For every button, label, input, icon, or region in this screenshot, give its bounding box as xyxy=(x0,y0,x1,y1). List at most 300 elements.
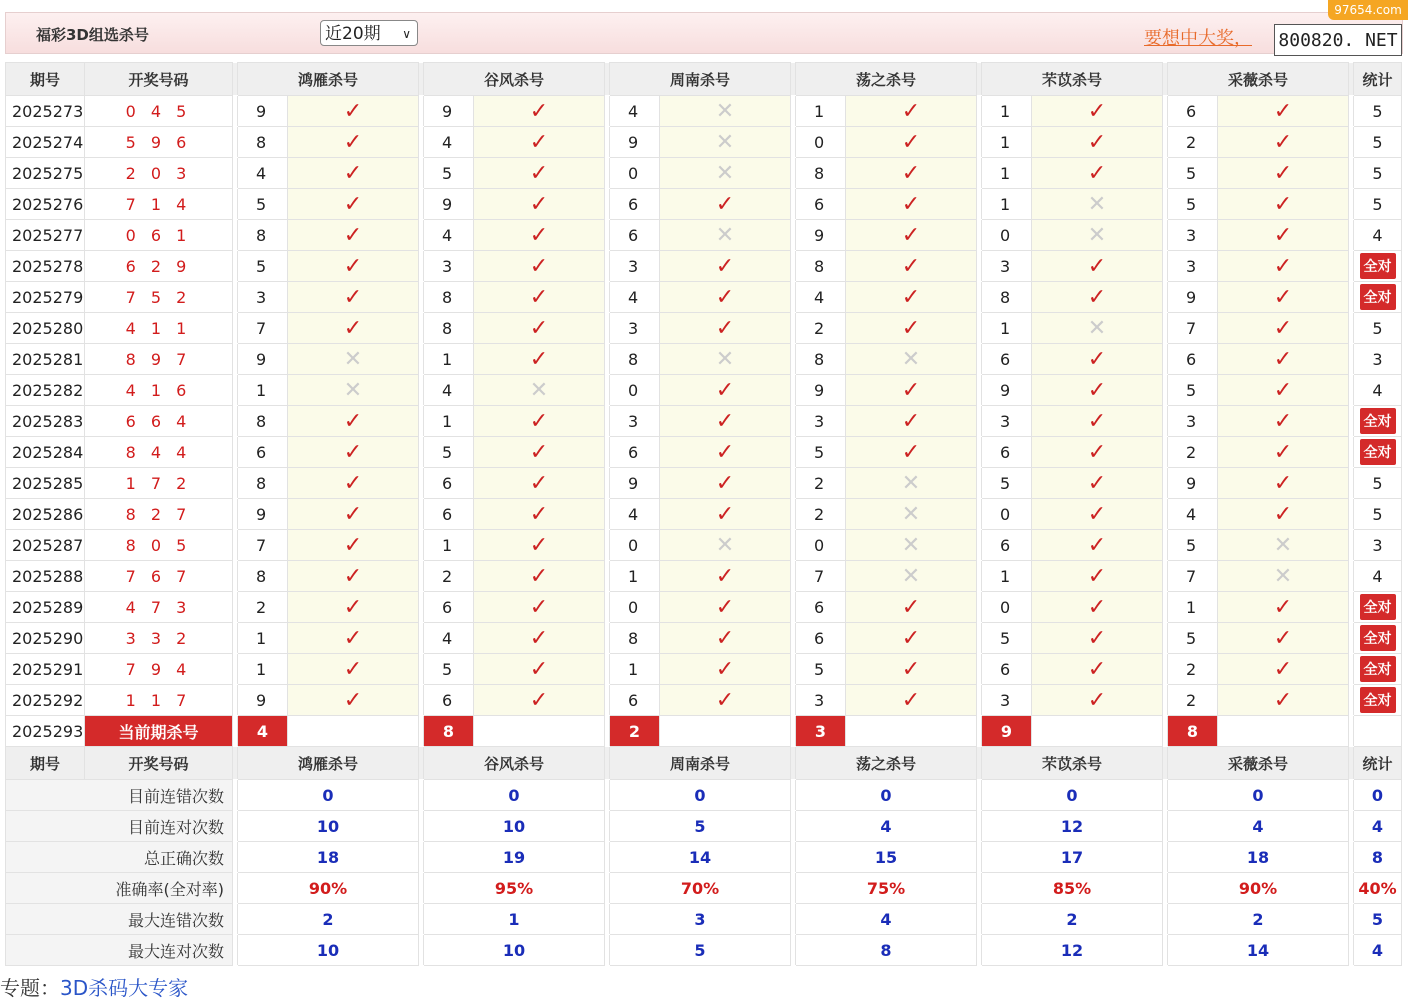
table-row xyxy=(6,251,1402,282)
result-mark-cell xyxy=(474,189,605,220)
stat-value: 19 xyxy=(424,842,605,873)
correct-count: 4 xyxy=(1372,225,1383,245)
check-icon: ✓ xyxy=(1273,160,1293,186)
stat-cell xyxy=(1354,344,1402,375)
stat-row xyxy=(6,904,1402,935)
check-icon: ✓ xyxy=(529,253,549,279)
stat-total: 40% xyxy=(1354,873,1402,904)
result-mark-cell xyxy=(474,561,605,592)
result-mark-cell xyxy=(474,282,605,313)
kill-number-cell: 6 xyxy=(982,344,1032,375)
check-icon: ✓ xyxy=(901,129,921,155)
check-icon: ✓ xyxy=(901,656,921,682)
site-banner[interactable]: 800820. NET xyxy=(1274,24,1402,56)
correct-count: 4 xyxy=(1372,380,1383,400)
table-row xyxy=(6,375,1402,406)
stat-value: 3 xyxy=(610,904,791,935)
result-mark-cell xyxy=(1032,375,1163,406)
kill-number-cell: 8 xyxy=(796,344,846,375)
page-title: 福彩3D组选杀号 xyxy=(36,26,149,44)
kill-number-cell: 6 xyxy=(1168,96,1218,127)
table-row xyxy=(6,685,1402,716)
table-row xyxy=(6,282,1402,313)
kill-number-cell: 7 xyxy=(1168,313,1218,344)
all-correct-badge: 全对 xyxy=(1360,687,1396,713)
kill-number-cell: 8 xyxy=(796,158,846,189)
check-icon: ✓ xyxy=(343,253,363,279)
check-icon: ✓ xyxy=(715,439,735,465)
check-icon: ✓ xyxy=(901,408,921,434)
check-icon: ✓ xyxy=(1273,656,1293,682)
kill-number-cell: 9 xyxy=(982,375,1032,406)
topic-link[interactable]: 3D杀码大专家 xyxy=(60,976,189,1000)
stat-value: 17 xyxy=(982,842,1163,873)
cross-icon: ✕ xyxy=(715,160,735,186)
result-mark-cell xyxy=(1218,623,1349,654)
stat-label: 目前连错次数 xyxy=(6,780,233,811)
header-expert-5: 采薇杀号 xyxy=(1168,747,1349,780)
result-mark-cell xyxy=(1218,158,1349,189)
result-mark-cell xyxy=(1218,530,1349,561)
check-icon: ✓ xyxy=(1087,346,1107,372)
check-icon: ✓ xyxy=(1273,594,1293,620)
correct-count: 5 xyxy=(1372,194,1383,214)
kill-number-cell: 1 xyxy=(610,561,660,592)
stat-value: 0 xyxy=(610,780,791,811)
result-mark-cell xyxy=(1218,499,1349,530)
check-icon: ✓ xyxy=(1273,439,1293,465)
result-mark-cell xyxy=(1032,127,1163,158)
kill-number-cell: 9 xyxy=(238,96,288,127)
check-icon: ✓ xyxy=(529,408,549,434)
correct-count: 5 xyxy=(1372,101,1383,121)
result-mark-cell xyxy=(846,127,977,158)
all-correct-badge: 全对 xyxy=(1360,594,1396,620)
check-icon: ✓ xyxy=(529,532,549,558)
kill-number-cell: 3 xyxy=(1168,220,1218,251)
result-mark-cell xyxy=(474,592,605,623)
topic-caption xyxy=(0,972,188,1001)
table-row xyxy=(6,468,1402,499)
kill-number-cell: 1 xyxy=(796,96,846,127)
stat-value: 18 xyxy=(238,842,419,873)
result-mark-cell xyxy=(660,158,791,189)
stat-value: 0 xyxy=(238,780,419,811)
kill-number-cell: 8 xyxy=(238,561,288,592)
stat-label: 最大连错次数 xyxy=(6,904,233,935)
result-mark-cell xyxy=(474,685,605,716)
empty-cell xyxy=(846,716,977,747)
current-kill-number: 4 xyxy=(238,716,288,747)
result-mark-cell xyxy=(846,468,977,499)
period-cell: 2025289 xyxy=(6,592,85,623)
kill-number-cell: 6 xyxy=(610,685,660,716)
stat-value: 10 xyxy=(424,811,605,842)
kill-number-cell: 2 xyxy=(1168,685,1218,716)
empty-cell xyxy=(474,716,605,747)
kill-number-cell: 0 xyxy=(796,127,846,158)
cross-icon: ✕ xyxy=(901,501,921,527)
stat-value: 14 xyxy=(1168,935,1349,966)
result-mark-cell xyxy=(288,313,419,344)
result-mark-cell xyxy=(846,654,977,685)
stat-value: 0 xyxy=(424,780,605,811)
all-correct-badge: 全对 xyxy=(1360,408,1396,434)
table-row xyxy=(6,96,1402,127)
check-icon: ✓ xyxy=(529,191,549,217)
check-icon: ✓ xyxy=(1087,501,1107,527)
check-icon: ✓ xyxy=(343,408,363,434)
empty-cell xyxy=(1218,716,1349,747)
cross-icon: ✕ xyxy=(1087,315,1107,341)
period-cell: 2025283 xyxy=(6,406,85,437)
stat-value: 5 xyxy=(610,935,791,966)
result-mark-cell xyxy=(1032,189,1163,220)
drawn-number-cell: 8 2 7 xyxy=(85,499,233,530)
result-mark-cell xyxy=(1218,685,1349,716)
check-icon: ✓ xyxy=(343,625,363,651)
result-mark-cell xyxy=(660,251,791,282)
stat-row xyxy=(6,780,1402,811)
header-expert-1: 谷风杀号 xyxy=(424,747,605,780)
result-mark-cell xyxy=(474,437,605,468)
check-icon: ✓ xyxy=(1087,594,1107,620)
stat-row xyxy=(6,873,1402,904)
stat-value: 14 xyxy=(610,842,791,873)
check-icon: ✓ xyxy=(1087,532,1107,558)
result-mark-cell xyxy=(288,220,419,251)
stat-value: 90% xyxy=(238,873,419,904)
stat-value: 90% xyxy=(1168,873,1349,904)
kill-number-cell: 6 xyxy=(610,437,660,468)
stat-value: 4 xyxy=(1168,811,1349,842)
kill-number-cell: 5 xyxy=(796,437,846,468)
check-icon: ✓ xyxy=(715,563,735,589)
period-cell: 2025285 xyxy=(6,468,85,499)
cross-icon: ✕ xyxy=(343,377,363,403)
result-mark-cell xyxy=(474,127,605,158)
result-mark-cell xyxy=(288,127,419,158)
empty-cell xyxy=(1032,716,1163,747)
stat-cell xyxy=(1354,437,1402,468)
kill-number-cell: 6 xyxy=(424,468,474,499)
drawn-number-cell: 5 9 6 xyxy=(85,127,233,158)
table-row xyxy=(6,592,1402,623)
period-cell: 2025292 xyxy=(6,685,85,716)
period-cell: 2025277 xyxy=(6,220,85,251)
check-icon: ✓ xyxy=(529,501,549,527)
cross-icon: ✕ xyxy=(901,470,921,496)
table-row xyxy=(6,220,1402,251)
result-mark-cell xyxy=(1032,282,1163,313)
all-correct-badge: 全对 xyxy=(1360,656,1396,682)
header-expert-4: 芣苡杀号 xyxy=(982,747,1163,780)
stat-cell xyxy=(1354,282,1402,313)
result-mark-cell xyxy=(474,313,605,344)
stat-label: 准确率(全对率) xyxy=(6,873,233,904)
kill-number-cell: 6 xyxy=(424,592,474,623)
promo-link[interactable]: 要想中大奖， xyxy=(1144,28,1252,49)
check-icon: ✓ xyxy=(901,687,921,713)
kill-number-cell: 6 xyxy=(238,437,288,468)
check-icon: ✓ xyxy=(1273,191,1293,217)
header-expert-2: 周南杀号 xyxy=(610,747,791,780)
result-mark-cell xyxy=(288,592,419,623)
stat-cell xyxy=(1354,375,1402,406)
result-mark-cell xyxy=(846,158,977,189)
result-mark-cell xyxy=(288,158,419,189)
kill-number-cell: 8 xyxy=(238,406,288,437)
check-icon: ✓ xyxy=(529,625,549,651)
check-icon: ✓ xyxy=(715,470,735,496)
kill-number-cell: 7 xyxy=(238,530,288,561)
result-mark-cell xyxy=(660,344,791,375)
check-icon: ✓ xyxy=(343,594,363,620)
result-mark-cell xyxy=(1218,313,1349,344)
kill-number-cell: 8 xyxy=(238,127,288,158)
drawn-number-cell: 0 6 1 xyxy=(85,220,233,251)
table-row xyxy=(6,313,1402,344)
check-icon: ✓ xyxy=(1273,687,1293,713)
kill-number-cell: 4 xyxy=(424,127,474,158)
result-mark-cell xyxy=(474,375,605,406)
kill-number-cell: 8 xyxy=(610,344,660,375)
kill-number-cell: 1 xyxy=(982,96,1032,127)
result-mark-cell xyxy=(660,406,791,437)
kill-number-cell: 6 xyxy=(610,189,660,220)
table-row xyxy=(6,437,1402,468)
check-icon: ✓ xyxy=(343,470,363,496)
kill-number-cell: 0 xyxy=(610,592,660,623)
check-icon: ✓ xyxy=(1273,315,1293,341)
stat-total: 0 xyxy=(1354,780,1402,811)
table-row xyxy=(6,344,1402,375)
check-icon: ✓ xyxy=(529,129,549,155)
all-correct-badge: 全对 xyxy=(1360,439,1396,465)
header-expert-2: 周南杀号 xyxy=(610,63,791,96)
header-expert-1: 谷风杀号 xyxy=(424,63,605,96)
stat-value: 0 xyxy=(1168,780,1349,811)
result-mark-cell xyxy=(1218,654,1349,685)
result-mark-cell xyxy=(846,344,977,375)
stat-value: 2 xyxy=(1168,904,1349,935)
header-expert-3: 荡之杀号 xyxy=(796,747,977,780)
check-icon: ✓ xyxy=(343,439,363,465)
result-mark-cell xyxy=(1218,251,1349,282)
period-cell: 2025288 xyxy=(6,561,85,592)
table-row xyxy=(6,127,1402,158)
kill-number-cell: 3 xyxy=(796,406,846,437)
kill-number-cell: 9 xyxy=(424,96,474,127)
cross-icon: ✕ xyxy=(715,98,735,124)
kill-number-cell: 5 xyxy=(238,189,288,220)
drawn-number-cell: 4 7 3 xyxy=(85,592,233,623)
header-expert-4: 芣苡杀号 xyxy=(982,63,1163,96)
kill-number-cell: 7 xyxy=(238,313,288,344)
result-mark-cell xyxy=(1218,344,1349,375)
result-mark-cell xyxy=(846,561,977,592)
table-row xyxy=(6,189,1402,220)
period-cell: 2025287 xyxy=(6,530,85,561)
drawn-number-cell: 6 6 4 xyxy=(85,406,233,437)
check-icon: ✓ xyxy=(901,222,921,248)
drawn-number-cell: 6 2 9 xyxy=(85,251,233,282)
result-mark-cell xyxy=(660,468,791,499)
header-drawn: 开奖号码 xyxy=(85,63,233,96)
correct-count: 5 xyxy=(1372,318,1383,338)
kill-number-cell: 5 xyxy=(796,654,846,685)
cross-icon: ✕ xyxy=(901,532,921,558)
cross-icon: ✕ xyxy=(901,563,921,589)
header-expert-0: 鸿雁杀号 xyxy=(238,747,419,780)
period-cell: 2025291 xyxy=(6,654,85,685)
stat-value: 15 xyxy=(796,842,977,873)
stat-total: 4 xyxy=(1354,811,1402,842)
result-mark-cell xyxy=(1032,468,1163,499)
table-row xyxy=(6,499,1402,530)
check-icon: ✓ xyxy=(901,377,921,403)
check-icon: ✓ xyxy=(901,284,921,310)
stat-value: 10 xyxy=(238,935,419,966)
kill-number-cell: 6 xyxy=(424,499,474,530)
kill-number-cell: 0 xyxy=(610,375,660,406)
result-mark-cell xyxy=(846,685,977,716)
cross-icon: ✕ xyxy=(715,129,735,155)
check-icon: ✓ xyxy=(529,222,549,248)
kill-number-cell: 2 xyxy=(796,499,846,530)
check-icon: ✓ xyxy=(1087,470,1107,496)
kill-number-cell: 9 xyxy=(238,685,288,716)
cross-icon: ✕ xyxy=(343,346,363,372)
period-cell: 2025275 xyxy=(6,158,85,189)
kill-number-cell: 4 xyxy=(610,499,660,530)
check-icon: ✓ xyxy=(715,284,735,310)
current-kill-number: 3 xyxy=(796,716,846,747)
correct-count: 5 xyxy=(1372,163,1383,183)
drawn-number-cell: 8 0 5 xyxy=(85,530,233,561)
check-icon: ✓ xyxy=(1273,129,1293,155)
result-mark-cell xyxy=(1032,561,1163,592)
check-icon: ✓ xyxy=(1273,284,1293,310)
check-icon: ✓ xyxy=(343,687,363,713)
kill-number-cell: 2 xyxy=(1168,437,1218,468)
kill-number-cell: 9 xyxy=(610,468,660,499)
chevron-down-icon: ∨ xyxy=(402,27,411,41)
result-mark-cell xyxy=(846,406,977,437)
kill-number-cell: 8 xyxy=(424,282,474,313)
stat-label: 最大连对次数 xyxy=(6,935,233,966)
kill-number-cell: 9 xyxy=(796,375,846,406)
result-mark-cell xyxy=(1032,313,1163,344)
check-icon: ✓ xyxy=(343,501,363,527)
check-icon: ✓ xyxy=(529,315,549,341)
check-icon: ✓ xyxy=(529,656,549,682)
kill-number-cell: 5 xyxy=(982,468,1032,499)
period-cell: 2025278 xyxy=(6,251,85,282)
header-expert-5: 采薇杀号 xyxy=(1168,63,1349,96)
kill-number-cell: 2 xyxy=(796,313,846,344)
result-mark-cell xyxy=(288,189,419,220)
kill-number-cell: 4 xyxy=(424,375,474,406)
kill-number-cell: 3 xyxy=(610,251,660,282)
table-row xyxy=(6,623,1402,654)
result-mark-cell xyxy=(660,189,791,220)
drawn-number-cell: 3 3 2 xyxy=(85,623,233,654)
result-mark-cell xyxy=(288,561,419,592)
stat-value: 0 xyxy=(796,780,977,811)
kill-number-cell: 1 xyxy=(238,623,288,654)
result-mark-cell xyxy=(846,282,977,313)
check-icon: ✓ xyxy=(343,160,363,186)
result-mark-cell xyxy=(846,592,977,623)
check-icon: ✓ xyxy=(715,594,735,620)
result-mark-cell xyxy=(1218,592,1349,623)
kill-number-cell: 9 xyxy=(796,220,846,251)
period-cell: 2025284 xyxy=(6,437,85,468)
kill-number-cell: 5 xyxy=(424,158,474,189)
check-icon: ✓ xyxy=(529,470,549,496)
result-mark-cell xyxy=(1218,561,1349,592)
result-mark-cell xyxy=(1218,282,1349,313)
kill-number-cell: 3 xyxy=(238,282,288,313)
header-row xyxy=(6,63,1402,96)
table-row xyxy=(6,158,1402,189)
stat-total: 5 xyxy=(1354,904,1402,935)
kill-number-cell: 3 xyxy=(982,406,1032,437)
result-mark-cell xyxy=(288,685,419,716)
period-cell: 2025276 xyxy=(6,189,85,220)
empty-cell xyxy=(660,716,791,747)
kill-number-cell: 6 xyxy=(796,189,846,220)
check-icon: ✓ xyxy=(1087,284,1107,310)
kill-number-cell: 8 xyxy=(238,220,288,251)
result-mark-cell xyxy=(660,375,791,406)
kill-number-cell: 5 xyxy=(1168,375,1218,406)
header-expert-0: 鸿雁杀号 xyxy=(238,63,419,96)
stat-row xyxy=(6,842,1402,873)
result-mark-cell xyxy=(288,282,419,313)
table-row xyxy=(6,561,1402,592)
current-kill-number: 8 xyxy=(424,716,474,747)
cross-icon: ✕ xyxy=(1087,222,1107,248)
result-mark-cell xyxy=(846,499,977,530)
header-drawn: 开奖号码 xyxy=(85,747,233,780)
stat-value: 0 xyxy=(982,780,1163,811)
result-mark-cell xyxy=(1032,220,1163,251)
kill-number-cell: 5 xyxy=(424,437,474,468)
result-mark-cell xyxy=(660,127,791,158)
check-icon: ✓ xyxy=(1087,253,1107,279)
result-mark-cell xyxy=(660,96,791,127)
result-mark-cell xyxy=(846,251,977,282)
kill-number-cell: 0 xyxy=(982,499,1032,530)
result-mark-cell xyxy=(846,313,977,344)
kill-number-cell: 1 xyxy=(424,406,474,437)
result-mark-cell xyxy=(660,623,791,654)
correct-count: 4 xyxy=(1372,566,1383,586)
period-range-select[interactable] xyxy=(320,20,418,46)
kill-number-cell: 2 xyxy=(1168,654,1218,685)
kill-number-cell: 9 xyxy=(1168,282,1218,313)
kill-number-cell: 2 xyxy=(796,468,846,499)
kill-number-cell: 1 xyxy=(238,654,288,685)
result-mark-cell xyxy=(288,406,419,437)
result-mark-cell xyxy=(474,96,605,127)
result-mark-cell xyxy=(1032,499,1163,530)
kill-number-cell: 6 xyxy=(796,623,846,654)
check-icon: ✓ xyxy=(1273,253,1293,279)
result-mark-cell xyxy=(1032,530,1163,561)
